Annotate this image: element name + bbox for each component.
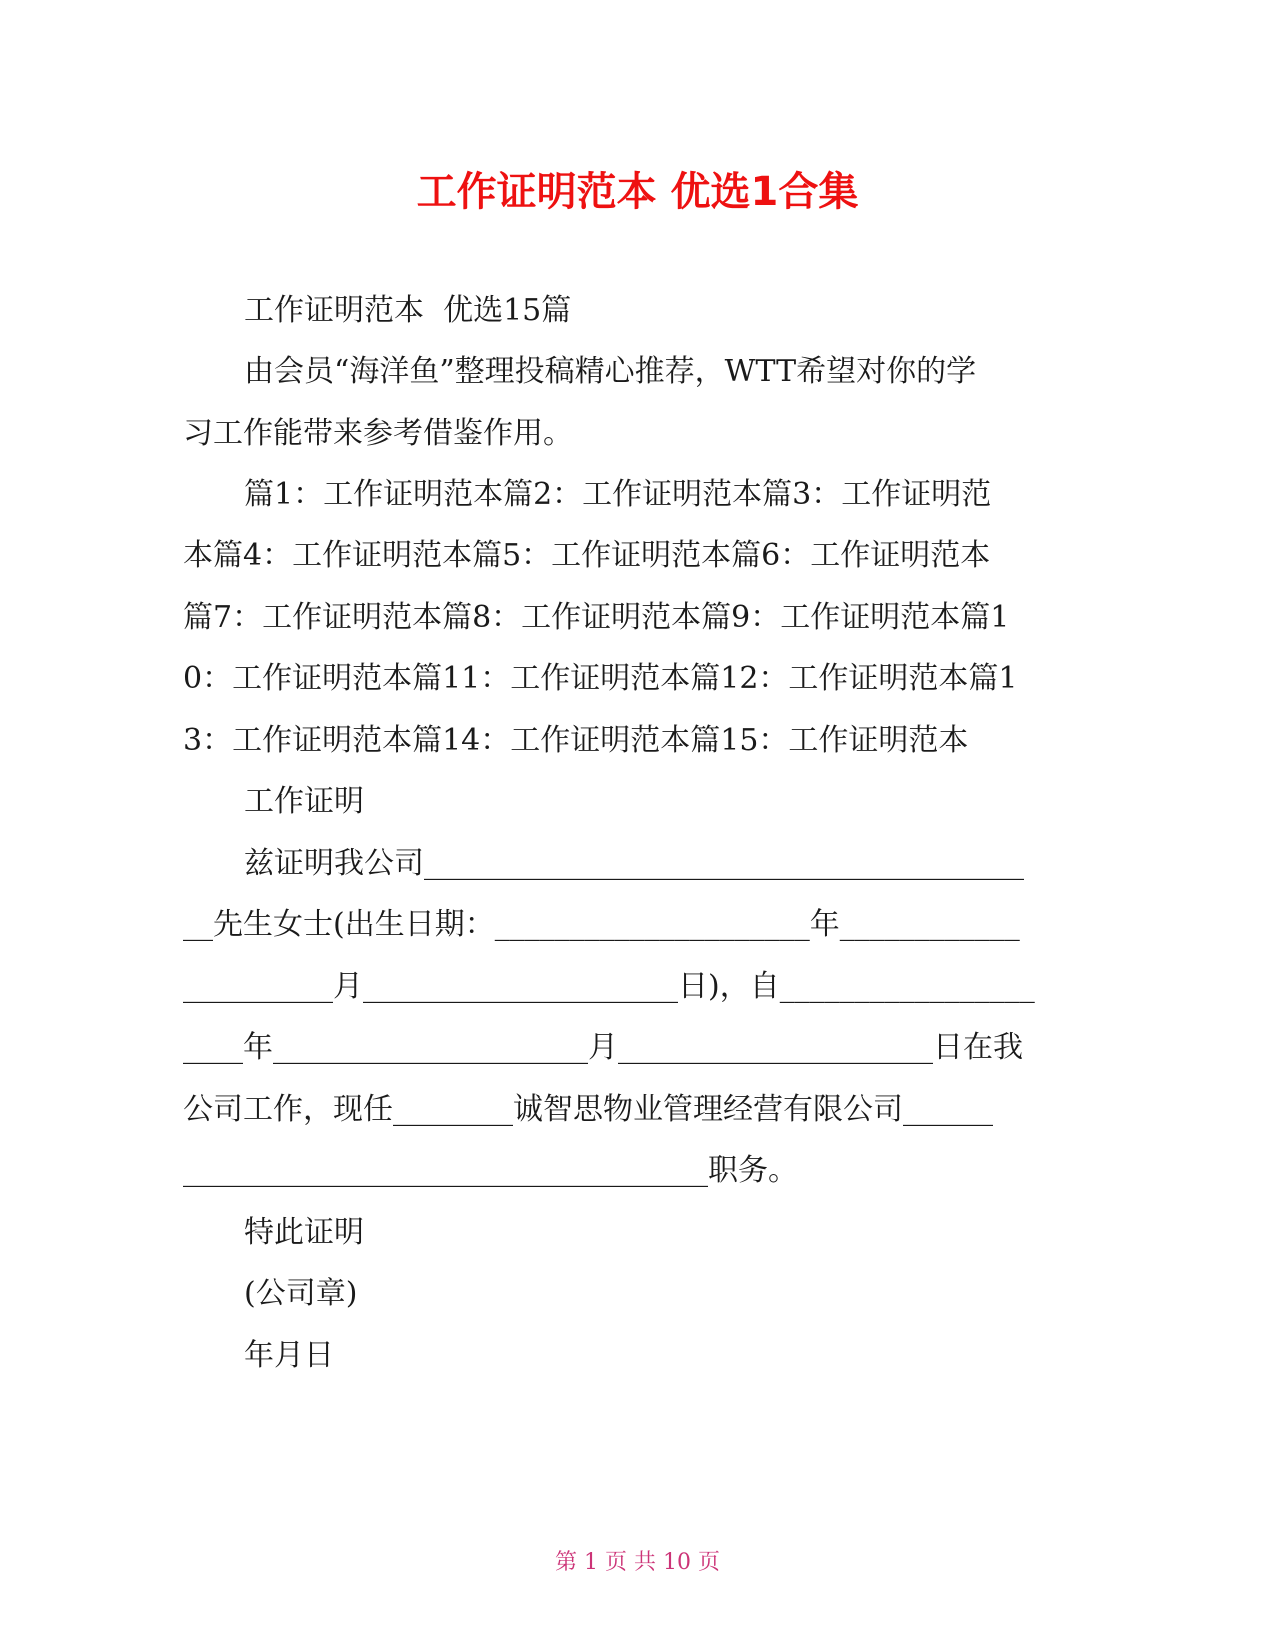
closing-line: 特此证明 — [244, 1215, 364, 1250]
body-line-5: 公司工作，现任________诚智思物业管理经营有限公司______ — [183, 1092, 993, 1127]
body-line-6: ___________________________________职务。 — [183, 1153, 798, 1188]
body-line-4: ____年_____________________月_____________________日在我 — [183, 1030, 1023, 1065]
subtitle-line: 工作证明范本 优选15篇 — [244, 293, 572, 328]
toc-line-5: 3：工作证明范本篇14：工作证明范本篇15：工作证明范本 — [183, 723, 969, 758]
toc-line-2: 本篇4：工作证明范本篇5：工作证明范本篇6：工作证明范本 — [183, 538, 991, 573]
intro-line-2: 习工作能带来参考借鉴作用。 — [183, 416, 573, 451]
body-line-1: 兹证明我公司________________________________________ — [244, 846, 1024, 881]
date-line: 年月日 — [244, 1338, 334, 1373]
intro-line-1: 由会员“海洋鱼”整理投稿精心推荐，WTT希望对你的学 — [244, 354, 977, 389]
document-title: 工作证明范本 优选1合集 — [416, 169, 859, 215]
company-seal-line: (公司章) — [244, 1276, 358, 1311]
body-line-2: __先生女士(出生日期：_____________________年____________ — [183, 907, 1020, 942]
section-heading: 工作证明 — [244, 784, 364, 819]
body-line-3: __________月_____________________日)，自_________________ — [183, 969, 1035, 1004]
page-footer: 第 1 页 共 10 页 — [555, 1550, 720, 1575]
toc-line-1: 篇1：工作证明范本篇2：工作证明范本篇3：工作证明范 — [244, 477, 992, 512]
toc-line-3: 篇7：工作证明范本篇8：工作证明范本篇9：工作证明范本篇1 — [183, 600, 1010, 635]
toc-line-4: 0：工作证明范本篇11：工作证明范本篇12：工作证明范本篇1 — [183, 661, 1018, 696]
